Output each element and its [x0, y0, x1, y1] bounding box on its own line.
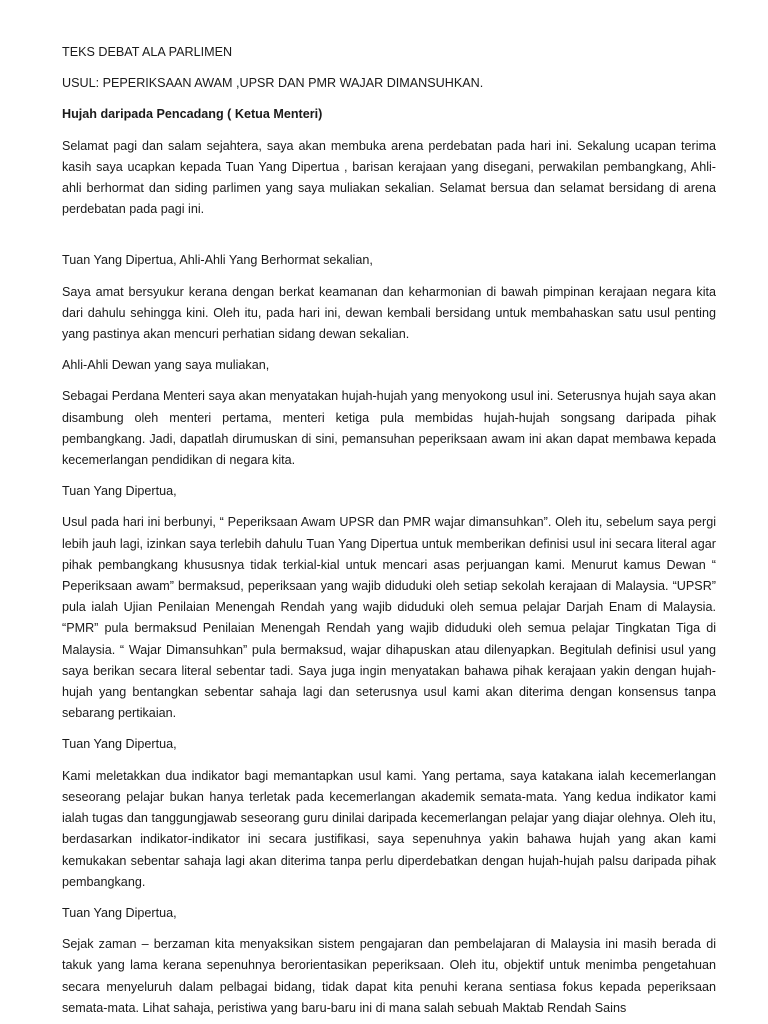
address-line: Tuan Yang Dipertua, — [62, 737, 177, 752]
section-spacer — [62, 230, 716, 250]
paragraph-role: Sebagai Perdana Menteri saya akan menyatakan hujah-hujah yang menyokong usul ini. Seterusnya hujah saya akan disambung oleh menteri pertama, menteri ketiga pula membidas hujah-hujah songsang daripada pihak pembangkang. Jadi, dapatlah dirumuskan di sini, pemansuhan peperiksaan awam ini akan dapat membawa kepada kecemerlangan pendidikan di negara kita. — [62, 389, 716, 468]
paragraph-opening: Selamat pagi dan salam sejahtera, saya akan membuka arena perdebatan pada hari ini. Sekalung ucapan terima kasih saya ucapkan kepada Tuan Yang Dipertua , barisan kerajaan yang disegani, perwakilan pembangkang, Ahli-ahli berhormat dan siding parlimen yang saya muliakan sekalian. Selamat bersua dan selamat bersidang di arena perdebatan pada pagi ini. — [62, 138, 716, 217]
address-line: Ahli-Ahli Dewan yang saya muliakan, — [62, 358, 270, 373]
paragraph-history: Sejak zaman – berzaman kita menyaksikan sistem pengajaran dan pembelajaran di Malaysia ini masih berada di takuk yang lama kerana sepenuhnya berorientasikan peperiksaan. Oleh itu, objektif untuk menimba pengetahuan secara menyeluruh dalam pelbagai bidang, tidak dapat kita penuhi kerana sentiasa fokus kepada peperiksaan semata-mata. Lihat sahaja, peristiwa yang baru-baru ini di mana salah sebuah Maktab Rendah Sains — [62, 937, 716, 1015]
document-title: TEKS DEBAT ALA PARLIMEN — [62, 45, 233, 59]
speaker-heading: Hujah daripada Pencadang ( Ketua Menteri) — [62, 107, 323, 122]
paragraph-indicators: Kami meletakkan dua indikator bagi memantapkan usul kami. Yang pertama, saya katakana ialah kecemerlangan seseorang pelajar bukan hanya terletak pada kecemerlangan akademik semata-mata. Yang kedua indikator kami ialah tugas dan tanggungjawab seseorang guru dinilai daripada kecemerlangan pelajar yang diajar olehnya. Oleh itu, berdasarkan indikator-indikator ini secara justifikasi, saya sepenuhnya yakin bahawa hujah yang akan kami kemukakan sebentar sahaja lagi akan diterima tanpa perlu diperdebatkan dengan hujah-hujah palsu daripada pihak pembangkang. — [62, 768, 716, 889]
debate-motion: USUL: PEPERIKSAAN AWAM ,UPSR DAN PMR WAJAR DIMANSUHKAN. — [62, 76, 484, 91]
paragraph-gratitude: Saya amat bersyukur kerana dengan berkat keamanan dan keharmonian di bawah pimpinan kerajaan negara kita dari dahulu sehingga kini. Oleh itu, pada hari ini, dewan kembali bersidang untuk membahaskan satu usul penting yang pastinya akan mencuri perhatian sidang dewan sekalian. — [62, 284, 716, 342]
address-line: Tuan Yang Dipertua, — [62, 484, 177, 499]
address-line: Tuan Yang Dipertua, Ahli-Ahli Yang Berhormat sekalian, — [62, 253, 373, 268]
paragraph-definition: Usul pada hari ini berbunyi, “ Peperiksaan Awam UPSR dan PMR wajar dimansuhkan”. Oleh itu, sebelum saya pergi lebih jauh lagi, izinkan saya terlebih dahulu Tuan Yang Dipertua untuk memberikan definisi usul ini secara literal agar pihak pembangkang khususnya tidak terkial-kial untuk mencari asas perjuangan kami. Menurut kamus Dewan “ Peperiksaan awam” bermaksud, peperiksaan yang wajib diduduki oleh setiap sekolah kerajaan di Malaysia. “UPSR” pula ialah Ujian Penilaian Menengah Rendah yang wajib diduduki oleh semua pelajar Darjah Enam di Malaysia. “PMR” pula bermaksud Penilaian Menengah Rendah yang wajib diduduki oleh semua pelajar Tingkatan Tiga di Malaysia. “ Wajar Dimansuhkan” pula bermaksud, wajar dihapuskan atau dilenyapkan. Begitulah definisi usul yang saya berikan secara literal sebentar tadi. Saya juga ingin menyatakan bahawa pihak kerajaan yakin dengan hujah-hujah yang bentangkan sebentar sahaja lagi dan seterusnya usul kami akan diterima dengan konsensus tanpa sebarang pertikaian. — [62, 515, 716, 721]
address-line: Tuan Yang Dipertua, — [62, 905, 177, 920]
